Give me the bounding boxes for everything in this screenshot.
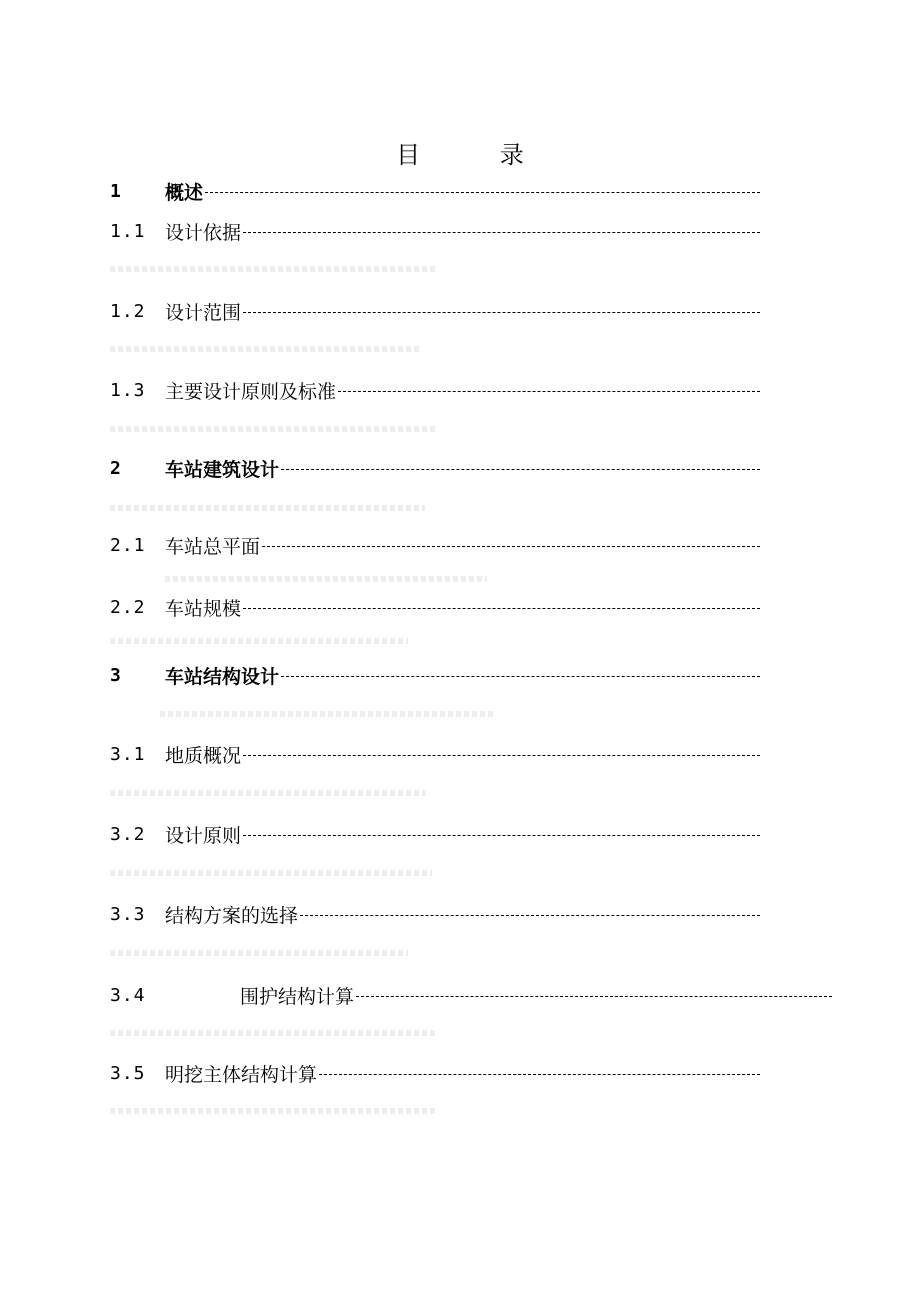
toc-entry-number: 1.2 (110, 300, 146, 322)
faint-text-line (110, 505, 425, 511)
toc-entry-title: 概述 (165, 181, 204, 204)
faint-text-line (160, 711, 494, 717)
faint-text-line (110, 950, 408, 956)
toc-leader-line (281, 676, 760, 677)
toc-entry-title: 地质概况 (165, 744, 242, 767)
faint-text-line (165, 576, 487, 582)
toc-entry-number: 3.2 (110, 823, 146, 845)
toc-entry-number: 1.1 (110, 220, 146, 242)
faint-text-line (110, 426, 438, 432)
toc-entry[interactable] (110, 901, 760, 927)
toc-leader-line (243, 755, 760, 756)
toc-entry-title: 车站总平面 (165, 535, 261, 558)
toc-entry-number: 1.3 (110, 379, 146, 401)
toc-entry-title: 车站规模 (165, 597, 242, 620)
toc-leader-line (205, 192, 760, 193)
toc-entry[interactable] (110, 662, 760, 688)
toc-entry[interactable] (110, 532, 760, 558)
toc-entry-title: 设计依据 (165, 221, 242, 244)
toc-entry[interactable] (110, 821, 760, 847)
toc-entry-title: 车站结构设计 (165, 665, 280, 688)
toc-leader-line (281, 469, 760, 470)
toc-leader-line (243, 608, 760, 609)
faint-text-line (110, 870, 432, 876)
toc-entry[interactable] (110, 741, 760, 767)
toc-entry-number: 3.4 (110, 984, 146, 1006)
toc-entry-number: 2.1 (110, 534, 146, 556)
page-title: 目 录 (396, 141, 560, 169)
toc-entry-title: 设计范围 (165, 301, 242, 324)
faint-text-line (110, 266, 435, 272)
toc-entry[interactable] (110, 982, 832, 1008)
toc-leader-line (356, 996, 832, 997)
toc-entry[interactable] (110, 455, 760, 481)
toc-entry[interactable] (110, 1060, 760, 1086)
faint-text-line (110, 1108, 436, 1114)
toc-entry-title: 车站建筑设计 (165, 458, 280, 481)
toc-entry-title: 主要设计原则及标准 (165, 380, 337, 403)
faint-text-line (110, 1030, 436, 1036)
toc-leader-line (338, 391, 760, 392)
toc-entry[interactable] (110, 298, 760, 324)
toc-leader-line (243, 312, 760, 313)
toc-leader-line (300, 915, 760, 916)
faint-text-line (110, 638, 408, 644)
faint-text-line (110, 346, 420, 352)
faint-text-line (110, 790, 426, 796)
toc-entry-number: 2.2 (110, 596, 146, 618)
toc-entry-number: 1 (110, 180, 122, 202)
toc-leader-line (262, 546, 760, 547)
toc-entry-number: 3 (110, 664, 122, 686)
toc-entry[interactable] (110, 218, 760, 244)
toc-entry-number: 3.5 (110, 1062, 146, 1084)
toc-leader-line (243, 232, 760, 233)
toc-entry-number: 2 (110, 457, 122, 479)
toc-entry-title: 结构方案的选择 (165, 904, 299, 927)
toc-entry[interactable] (110, 594, 760, 620)
toc-leader-line (319, 1074, 760, 1075)
toc-entry-number: 3.1 (110, 743, 146, 765)
toc-entry-title: 明挖主体结构计算 (165, 1063, 318, 1086)
toc-entry-title: 设计原则 (165, 824, 242, 847)
toc-entry-number: 3.3 (110, 903, 146, 925)
toc-entry-title: 围护结构计算 (240, 985, 355, 1008)
toc-entry[interactable] (110, 377, 760, 403)
toc-entry[interactable] (110, 178, 760, 204)
toc-leader-line (243, 835, 760, 836)
